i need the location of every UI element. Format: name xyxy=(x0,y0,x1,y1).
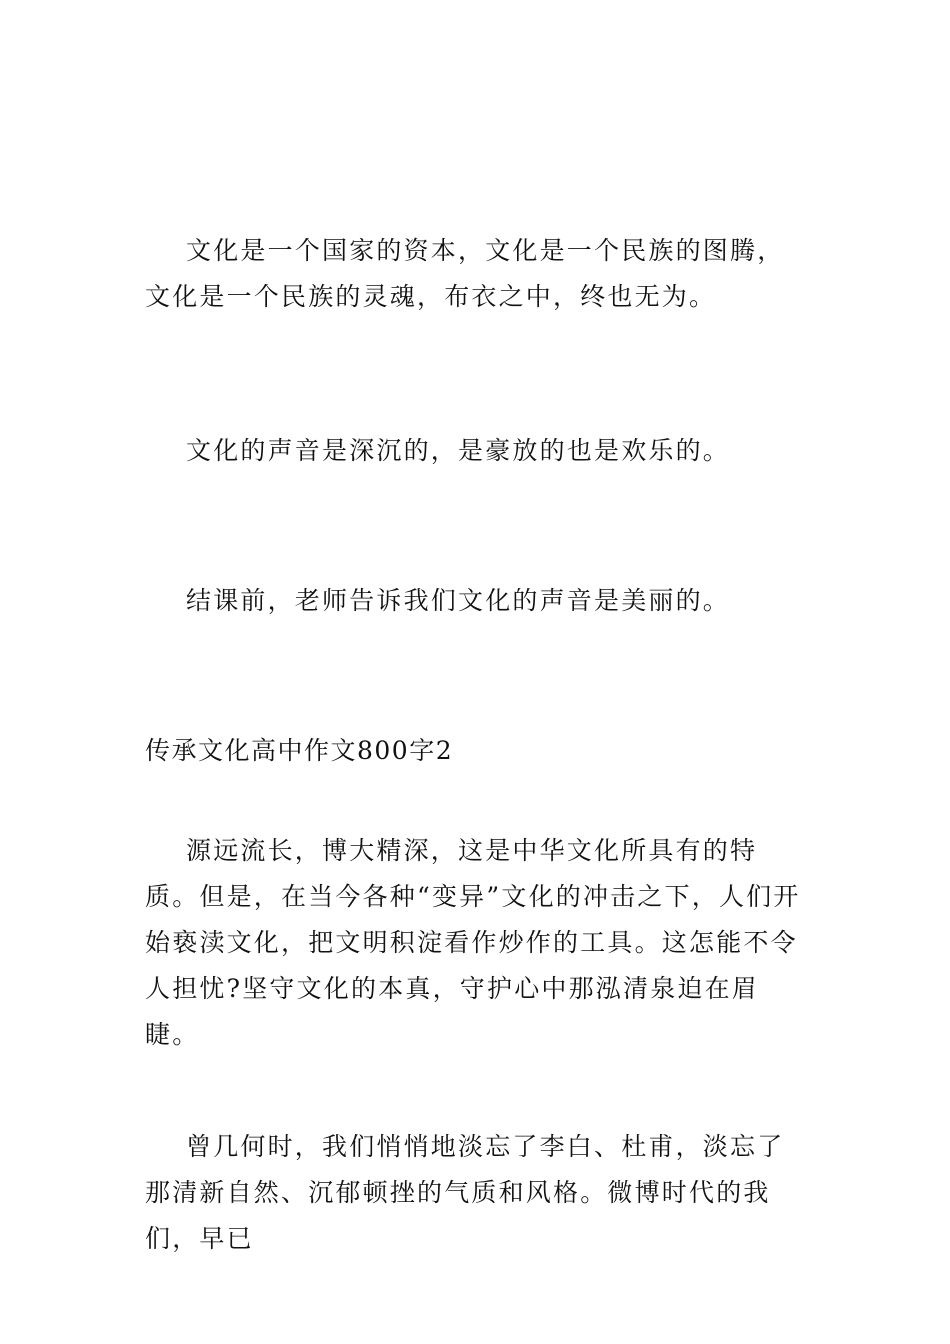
paragraph-culture-voice: 文化的声音是深沉的，是豪放的也是欢乐的。 xyxy=(186,436,731,465)
paragraph-culture-essence: 源远流长，博大精深，这是中华文化所具有的特质。但是，在当今各种“变异”文化的冲击之下，人们开始亵渎文化，把文明积淀看作炒作的工具。这怎能不令人担忧?坚守文化的本真，守护心中那泓清泉迫在眉睫。 xyxy=(145,836,801,1049)
paragraph-forgotten-poets: 曾几何时，我们悄悄地淡忘了李白、杜甫，淡忘了那清新自然、沉郁顿挫的气质和风格。微博时代的我们，早已 xyxy=(145,1132,785,1253)
section-heading: 传承文化高中作文800字2 xyxy=(145,736,454,765)
paragraph-culture-capital: 文化是一个国家的资本，文化是一个民族的图腾，文化是一个民族的灵魂，布衣之中，终也无为。 xyxy=(145,236,785,311)
paragraph-teacher-remark: 结课前，老师告诉我们文化的声音是美丽的。 xyxy=(186,586,731,615)
